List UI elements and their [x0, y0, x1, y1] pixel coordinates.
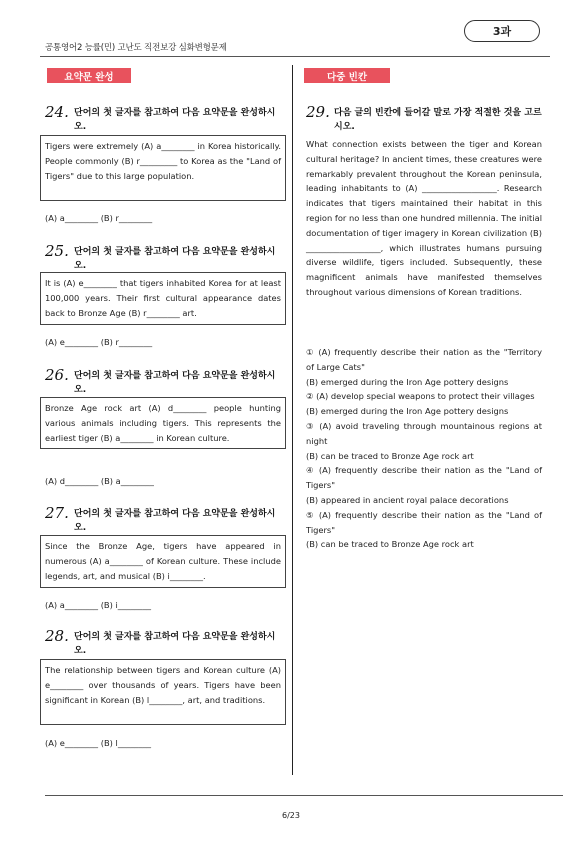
question-instruction-29: 다음 글의 빈칸에 들어갈 말로 가장 적절한 것을 고르시오.: [334, 108, 542, 132]
answer-blanks-26: (A) d________ (B) a________: [45, 476, 154, 486]
option-1-a[interactable]: ① (A) frequently describe their nation as the "Territory of Large Cats": [306, 347, 542, 372]
option-3-b: (B) can be traced to Bronze Age rock art: [306, 450, 474, 461]
question-number-27: 27.: [45, 504, 69, 522]
question-instruction-24: 단어의 첫 글자를 참고하여 다음 요약문을 완성하시오.: [74, 108, 276, 132]
question-instruction-28: 단어의 첫 글자를 참고하여 다음 요약문을 완성하시오.: [74, 632, 276, 656]
page-number: 6/23: [282, 811, 300, 820]
option-5-b: (B) can be traced to Bronze Age rock art: [306, 539, 474, 550]
column-divider: [292, 65, 293, 775]
option-4-a[interactable]: ④ (A) frequently describe their nation as the "Land of Tigers": [306, 465, 542, 491]
answer-blanks-24: (A) a________ (B) r________: [45, 213, 153, 223]
question-number-24: 24.: [45, 103, 69, 121]
option-1-b: (B) emerged during the Iron Age pottery designs: [306, 376, 509, 387]
question-instruction-27: 단어의 첫 글자를 참고하여 다음 요약문을 완성하시오.: [74, 509, 276, 533]
question-number-28: 28.: [45, 627, 69, 645]
answer-options-29: [306, 345, 542, 552]
section-tag-summary: 요약문 완성: [47, 68, 131, 83]
summary-box-27: Since the Bronze Age, tigers have appeared in numerous (A) a________ of Korean culture. These include legends, art, and musical (B) i________.: [40, 535, 286, 588]
footer-divider: [45, 795, 563, 796]
question-number-26: 26.: [45, 366, 69, 384]
section-tag-multi-blank: 다중 빈칸: [304, 68, 390, 83]
question-number-29: 29.: [306, 103, 330, 121]
option-2-b: (B) emerged during the Iron Age pottery designs: [306, 406, 509, 417]
question-instruction-25: 단어의 첫 글자를 참고하여 다음 요약문을 완성하시오.: [74, 247, 276, 271]
summary-box-25: It is (A) e________ that tigers inhabited Korea for at least 100,000 years. Their first cultural appearance dates back to Bronze Age (B) r________ art.: [40, 272, 286, 325]
question-number-25: 25.: [45, 242, 69, 260]
answer-blanks-27: (A) a________ (B) i________: [45, 600, 151, 610]
header-divider: [40, 56, 550, 57]
document-title: 공통영어2 능률(민) 고난도 직전보강 심화변형문제: [45, 43, 227, 53]
summary-box-24: Tigers were extremely (A) a________ in Korea historically. People commonly (B) r_________ to Korea as the "Land of Tigers" due to this large population.: [40, 135, 286, 201]
question-instruction-26: 단어의 첫 글자를 참고하여 다음 요약문을 완성하시오.: [74, 371, 276, 395]
lesson-badge: 3과: [464, 20, 540, 42]
option-2-a[interactable]: ② (A) develop special weapons to protect their villages: [306, 391, 535, 402]
answer-blanks-28: (A) e________ (B) l________: [45, 738, 152, 748]
summary-box-28: The relationship between tigers and Korean culture (A) e________ over thousands of years. Tigers have been significant in Korean (B) l________, art, and traditions.: [40, 659, 286, 725]
option-4-b: (B) appeared in ancient royal palace decorations: [306, 494, 509, 505]
option-5-a[interactable]: ⑤ (A) frequently describe their nation as the "Land of Tigers": [306, 509, 542, 535]
passage-29: What connection exists between the tiger and Korean cultural heritage? In ancient times, these creatures were remarkably prevalent throughout the Korean peninsula, leading inhabitants to (A) __________________. Research indicates that tigers maintained their habitat in this region for no less than one hundred millennia. The initial documentation of tiger imagery in Korean civilization (B) __________________, which illustrates humans pursuing diverse wildlife, tigers included. Subsequently, these magnificent animals have manifested themselves throughout various dimensions of Korean traditions.: [306, 139, 542, 297]
summary-box-26: Bronze Age rock art (A) d________ people hunting various animals including tigers. This represents the earliest tiger (B) a________ in Korean culture.: [40, 397, 286, 449]
option-3-a[interactable]: ③ (A) avoid traveling through mountainous regions at night: [306, 420, 542, 446]
answer-blanks-25: (A) e________ (B) r________: [45, 337, 153, 347]
